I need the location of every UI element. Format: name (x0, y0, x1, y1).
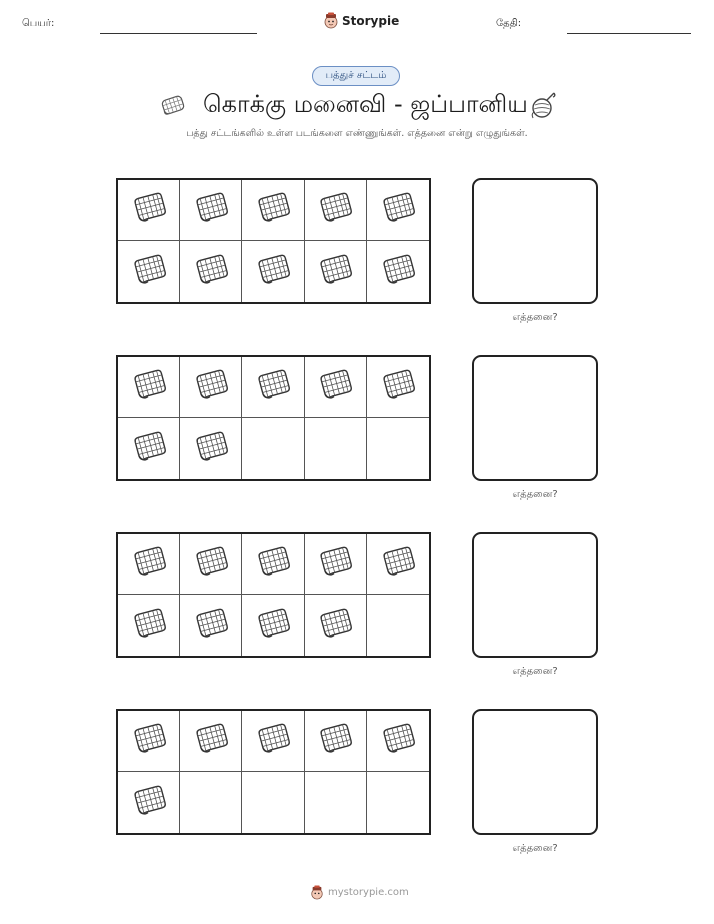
frame-cell (118, 357, 180, 418)
footer-url[interactable]: mystorypie.com (328, 887, 409, 898)
quilt-icon (191, 429, 231, 469)
quilt-icon (191, 606, 231, 646)
answer-label-3: எத்தனை? (512, 666, 558, 677)
quilt-icon (315, 252, 355, 292)
section-pill: பத்துச் சட்டம் (312, 66, 400, 86)
frame-cell (242, 357, 304, 418)
quilt-icon (129, 252, 169, 292)
quilt-icon (315, 544, 355, 584)
quilt-icon (129, 544, 169, 584)
footer (310, 885, 409, 900)
quilt-icon (191, 367, 231, 407)
date-line[interactable] (567, 33, 691, 34)
quilt-icon (378, 252, 418, 292)
frame-cell (305, 711, 367, 772)
quilt-icon (191, 544, 231, 584)
quilt-icon (158, 93, 188, 117)
frame-cell (242, 418, 304, 479)
frame-cell (305, 418, 367, 479)
frame-cell (180, 711, 242, 772)
frame-cell (118, 711, 180, 772)
quilt-icon (378, 367, 418, 407)
frame-cell (305, 241, 367, 302)
frame-cell (118, 595, 180, 656)
frame-cell (242, 241, 304, 302)
answer-label-2: எத்தனை? (512, 489, 558, 500)
quilt-icon (253, 252, 293, 292)
quilt-icon (129, 606, 169, 646)
frame-cell (305, 772, 367, 833)
name-label: பெயர்: (22, 18, 55, 29)
frame-cell (118, 180, 180, 241)
frame-cell (367, 241, 429, 302)
answer-box-2[interactable] (472, 355, 598, 481)
frame-cell (242, 534, 304, 595)
frame-cell (242, 180, 304, 241)
quilt-icon (378, 544, 418, 584)
quilt-icon (253, 190, 293, 230)
answer-box-3[interactable] (472, 532, 598, 658)
quilt-icon (129, 429, 169, 469)
frame-cell (367, 711, 429, 772)
quilt-icon (378, 190, 418, 230)
mascot-icon (323, 12, 339, 29)
frame-cell (118, 418, 180, 479)
frame-cell (367, 534, 429, 595)
frame-cell (367, 180, 429, 241)
frame-cell (305, 595, 367, 656)
frame-cell (180, 534, 242, 595)
frame-cell (180, 595, 242, 656)
frame-cell (305, 534, 367, 595)
frame-cell (180, 772, 242, 833)
quilt-icon (315, 606, 355, 646)
frame-cell (118, 241, 180, 302)
frame-cell (305, 357, 367, 418)
brand-logo (323, 12, 399, 29)
quilt-icon (129, 721, 169, 761)
quilt-icon (253, 367, 293, 407)
ten-frame-3 (116, 532, 431, 658)
frame-cell (180, 418, 242, 479)
quilt-icon (253, 721, 293, 761)
frame-cell (242, 711, 304, 772)
answer-label-4: எத்தனை? (512, 843, 558, 854)
quilt-icon (129, 367, 169, 407)
ten-frame-1 (116, 178, 431, 304)
ten-frame-4 (116, 709, 431, 835)
frame-cell (367, 595, 429, 656)
quilt-icon (191, 252, 231, 292)
quilt-icon (191, 190, 231, 230)
instruction-text: பத்து சட்டங்களில் உள்ள படங்களை எண்ணுங்கள். எத்தனை என்று எழுதுங்கள். (186, 128, 528, 139)
frame-cell (367, 357, 429, 418)
name-line[interactable] (100, 33, 257, 34)
quilt-icon (129, 783, 169, 823)
quilt-icon (378, 721, 418, 761)
frame-cell (242, 595, 304, 656)
frame-cell (180, 180, 242, 241)
frame-cell (242, 772, 304, 833)
frame-cell (118, 534, 180, 595)
quilt-icon (129, 190, 169, 230)
quilt-icon (253, 606, 293, 646)
frame-cell (367, 418, 429, 479)
quilt-icon (191, 721, 231, 761)
brand-name: Storypie (342, 13, 400, 28)
frame-cell (118, 772, 180, 833)
quilt-icon (315, 190, 355, 230)
answer-box-1[interactable] (472, 178, 598, 304)
thread-spool-icon (528, 90, 558, 122)
quilt-icon (315, 721, 355, 761)
frame-cell (180, 357, 242, 418)
quilt-icon (315, 367, 355, 407)
answer-label-1: எத்தனை? (512, 312, 558, 323)
date-label: தேதி: (496, 18, 522, 29)
ten-frame-2 (116, 355, 431, 481)
frame-cell (305, 180, 367, 241)
quilt-icon (253, 544, 293, 584)
page-title: கொக்கு மனைவி - ஜப்பானிய (203, 90, 528, 118)
answer-box-4[interactable] (472, 709, 598, 835)
frame-cell (367, 772, 429, 833)
frame-cell (180, 241, 242, 302)
title-row (0, 88, 714, 124)
mascot-icon (310, 885, 324, 900)
